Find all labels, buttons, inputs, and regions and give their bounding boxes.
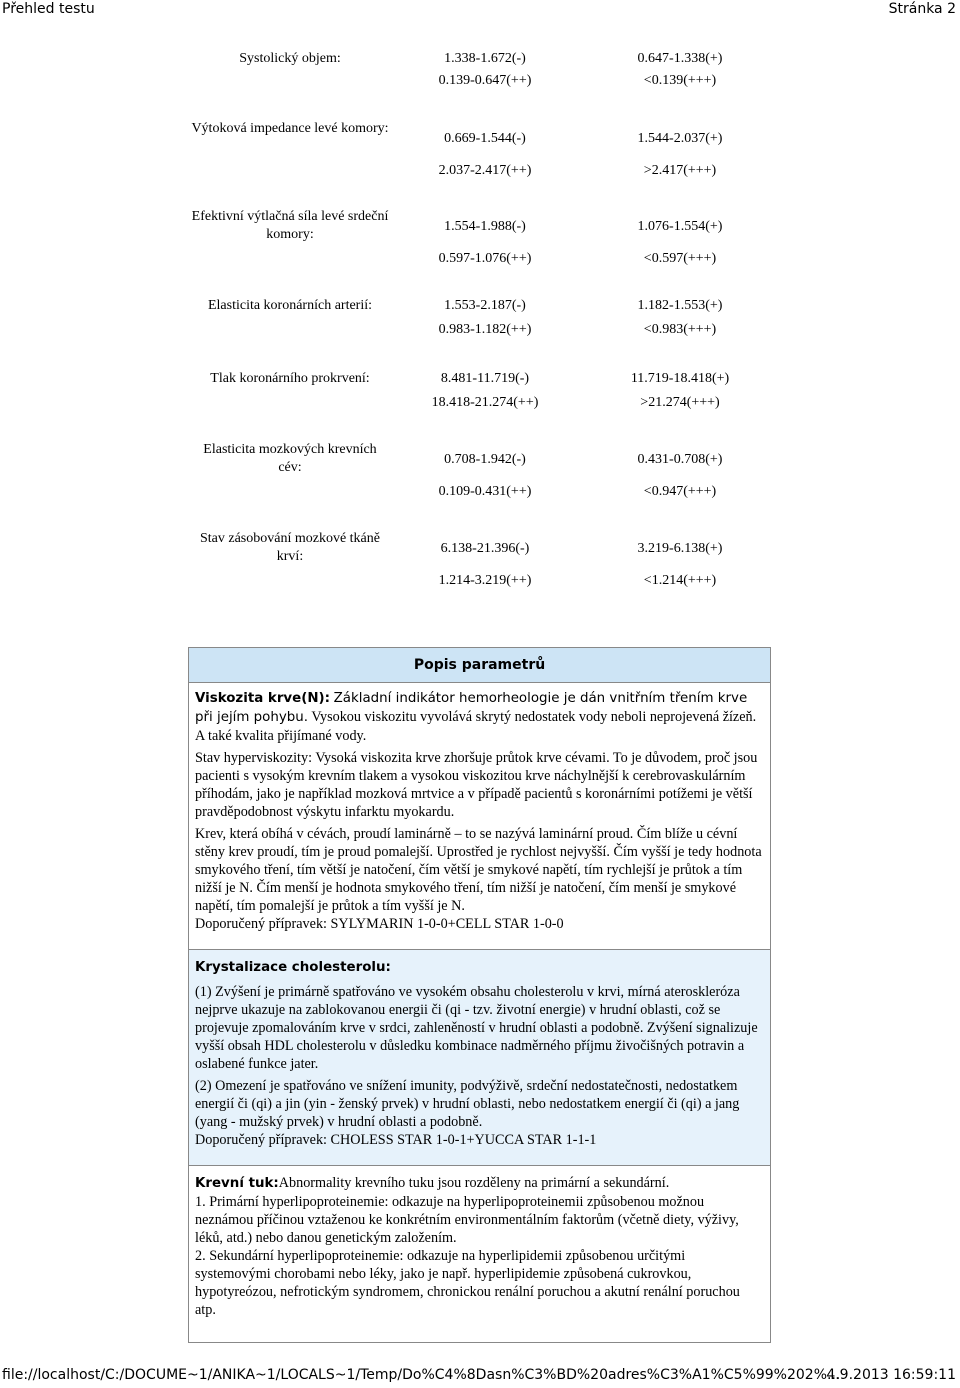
paragraph: 1. Primární hyperlipoproteinemie: odkazuje na hyperlipoproteinemii způsobenou možnou neznámou příčinou vztaženou ke konkrétním environmentálním faktorům (včetně diety, výživy, léků, atd.) nebo danou genetickým založením. (195, 1194, 739, 1246)
description-box-blood-fat (188, 1165, 771, 1343)
paragraph: Stav hyperviskozity: Vysoká viskozita krve zhoršuje průtok krve cévami. To je důvodem, proč jsou pacienti s vysokým krevním tlakem a vysokou viskozitou krve náchylnější k cerebrovaskulárním příhodám, jako je například mozková mrtvice a v případě pacientů s koronárními potížemi je větší pravděpodobnost výskytu infarktu myokardu. (195, 750, 758, 820)
param-range: 1.544-2.037(+) (637, 131, 723, 146)
param-range: <0.597(+++) (643, 251, 717, 266)
section-heading: Krystalizace cholesterolu: (195, 960, 391, 975)
param-range: 6.138-21.396(-) (440, 541, 530, 556)
paragraph (195, 689, 764, 745)
page-header (0, 0, 960, 20)
paragraph-text: Vysokou viskozitu vyvolává skrytý nedostatek vody neboli neprojevená žízeň. A také kvalita přijímané vody. (195, 709, 757, 744)
page-footer (0, 1367, 960, 1387)
param-range: >2.417(+++) (643, 163, 717, 178)
param-range: 8.481-11.719(-) (440, 371, 530, 386)
param-range: 11.719-18.418(+) (630, 371, 730, 386)
param-range: 0.708-1.942(-) (444, 452, 526, 467)
page-header-title: Přehled testu (2, 1, 95, 17)
footer-url: file://localhost/C:/DOCUME~1/ANIKA~1/LOCALS~1/Temp/Do%C4%8Dasn%C3%BD%20adres%C3%A1%C5%99%202%... (2, 1367, 841, 1383)
param-range: 1.076-1.554(+) (637, 219, 723, 234)
param-range: 1.553-2.187(-) (444, 298, 526, 313)
description-body (189, 1166, 770, 1329)
description-box-viscosity (188, 647, 771, 950)
paragraph: Doporučený přípravek: SYLYMARIN 1-0-0+CELL STAR 1-0-0 (195, 916, 564, 932)
param-range: 0.109-0.431(++) (438, 484, 532, 499)
paragraph: (1) Zvýšení je primárně spatřováno ve vysokém obsahu cholesterolu v krvi, mírná ateroskleróza nejprve ukazuje na zablokovanou energii či (qi - tzv. životní energie) v hrudní oblasti, což se projevuje zpomalováním krve v srdci, zahleněností v hrudní oblasti a podobně. Zvýšení signalizuje vyšší obsah HDL cholesterolu v důsledku kombinace nadměrného příjmu živočišných potravin a oslabené funkce jater. (195, 984, 758, 1072)
param-range: 0.431-0.708(+) (637, 452, 723, 467)
paragraph-text: Základní indikátor hemorheologie je dán vnitřním třením krve při jejím pohybu. (195, 691, 748, 725)
paragraph: (2) Omezení je spatřováno ve snížení imunity, podvýživě, srdeční nedostatečnosti, nedostatkem energií či (qi) a jin (yin - ženský prvek) v hrudní oblasti, nebo nedostatkem energií či (qi) a jang (yang - mužský prvek) v hrudní oblasti a podobně. (195, 1078, 740, 1130)
param-range: 0.669-1.544(-) (444, 131, 526, 146)
paragraph: Krev, která obíhá v cévách, proudí laminárně – to se nazývá laminární proud. Čím blíže u cévní stěny krev proudí, tím je proud pomalejší. Uprostřed je rychlost nejvyšší. Čím vyšší je tedy hodnota smykového tření, tím větší je natočení, čím větší je smykové napětí, tím rychlejší je průtok a tím nižší je N. Čím menší je hodnota smykového tření, tím nižší je natočení, čím menší je smykové napětí, tím pomalejší je průtok a tím vyšší je N. (195, 826, 762, 914)
param-range: <0.983(+++) (643, 322, 717, 337)
paragraph: 2. Sekundární hyperlipoproteinemie: odkazuje na hyperlipidemii způsobenou určitými systemovými chorobami nebo léky, jako je např. hyperlipidemie způsobená cukrovkou, hypotyreózou, nefrotickým syndromem, chronickou renální poruchou a akutní renální poruchou atp. (195, 1248, 740, 1318)
param-label: Elasticita koronárních arterií: (207, 298, 373, 313)
param-label: Elasticita mozkových krevních cév: (203, 442, 377, 475)
param-range: >21.274(+++) (640, 395, 720, 410)
param-range: 0.647-1.338(+) (637, 51, 723, 66)
param-range: 18.418-21.274(++) (431, 395, 539, 410)
description-body (189, 950, 770, 1159)
paragraph: Doporučený přípravek: CHOLESS STAR 1-0-1+YUCCA STAR 1-1-1 (195, 1132, 597, 1148)
description-title: Popis parametrů (189, 648, 770, 683)
footer-timestamp: 4.9.2013 16:59:11 (826, 1367, 956, 1383)
page-number: Stránka 2 (888, 1, 956, 17)
param-range: 0.597-1.076(++) (438, 251, 532, 266)
param-range: 2.037-2.417(++) (438, 163, 532, 178)
param-range: 1.554-1.988(-) (444, 219, 526, 234)
param-range: 0.983-1.182(++) (438, 322, 532, 337)
param-range: <1.214(+++) (643, 573, 717, 588)
param-range: 1.182-1.553(+) (637, 298, 723, 313)
param-range: <0.947(+++) (643, 484, 717, 499)
paragraph-text: Abnormality krevního tuku jsou rozděleny na primární a sekundární. (278, 1175, 670, 1191)
param-range: 1.338-1.672(-) (444, 51, 526, 66)
description-body (189, 683, 770, 943)
description-box-cholesterol (188, 949, 771, 1166)
param-label: Stav zásobování mozkové tkáně krví: (199, 531, 380, 564)
paragraph (195, 1174, 764, 1193)
paragraph (195, 958, 764, 977)
param-range: <0.139(+++) (643, 73, 717, 88)
param-label: Efektivní výtlačná síla levé srdeční komory: (191, 209, 389, 242)
param-label: Tlak koronárního prokrvení: (210, 371, 370, 386)
section-heading: Krevní tuk: (195, 1176, 279, 1191)
param-range: 3.219-6.138(+) (637, 541, 723, 556)
section-heading: Viskozita krve(N): (195, 691, 331, 706)
param-label: Systolický objem: (239, 51, 341, 66)
param-range: 0.139-0.647(++) (438, 73, 532, 88)
param-range: 1.214-3.219(++) (438, 573, 532, 588)
param-label: Výtoková impedance levé komory: (191, 121, 389, 136)
